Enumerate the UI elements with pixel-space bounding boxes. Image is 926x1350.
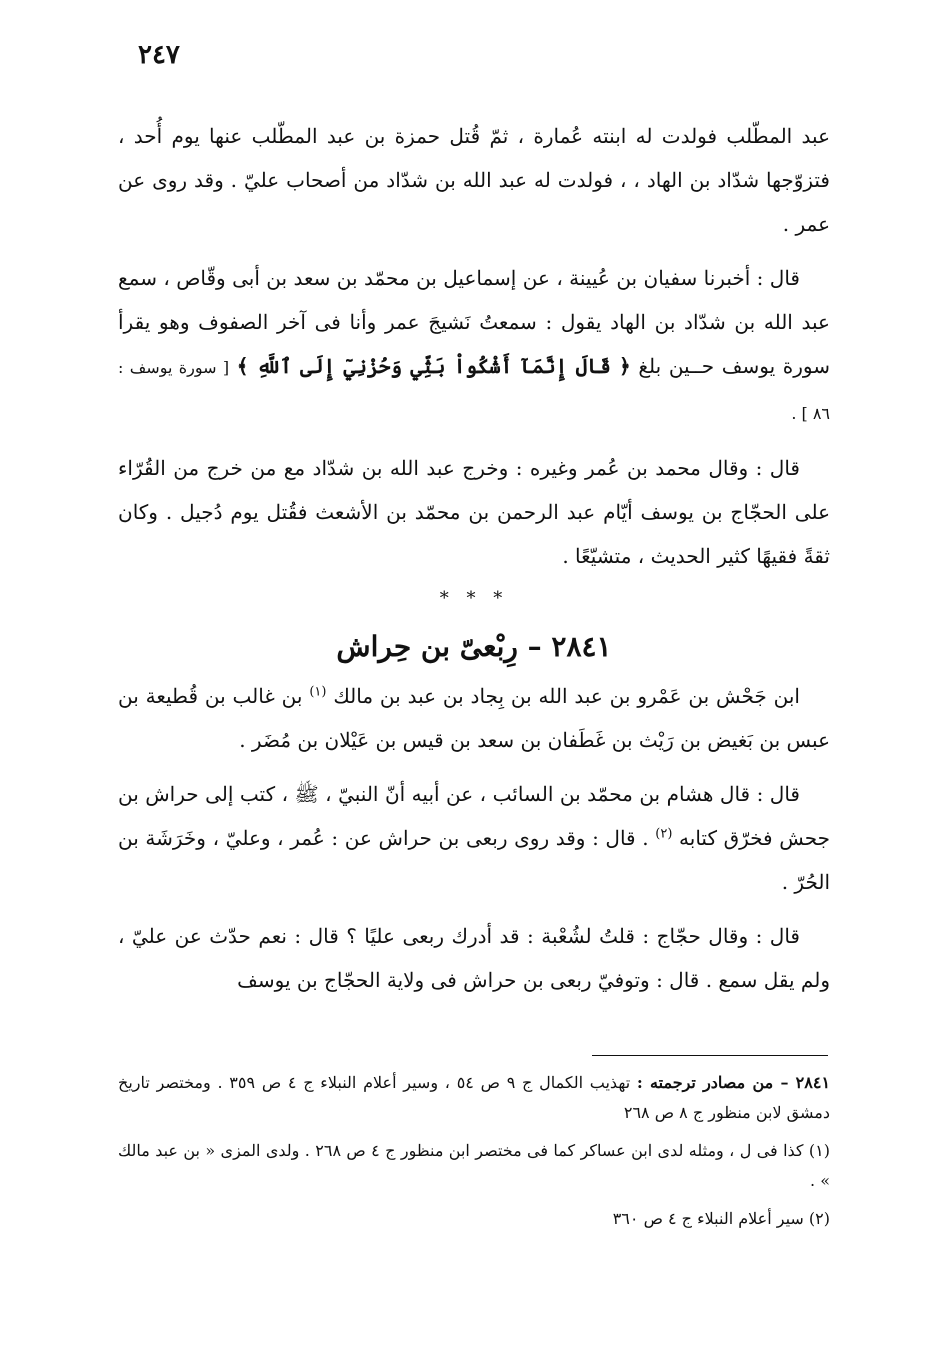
lineage-text-start: ابن جَحْش بن عَمْرو بن عبد الله بن بِجاد بن عبد بن مالك	[333, 684, 800, 708]
paragraph-sufyan-text: قال : أخبرنا سفيان بن عُيينة ، عن إسماعيل بن محمّد بن سعد بن أبى وقّاص ، سمع عبد الله بن شدّاد بن الهاد يقول : سمعتُ نَشيجَ عمر وأنا فى آخر الصفوف وهو يقرأ سورة يوسف حــين بلغ	[118, 266, 830, 378]
footnote-1: (١) كذا فى ل ، ومثله لدى ابن عساكر كما فى مختصر ابن منظور ج ٤ ص ٢٦٨ . ولدى المزى « بن عبد مالك » .	[118, 1141, 831, 1190]
hisham-text-end: . قال : وقد روى ربعى بن حراش عن : عُمر ، وعليّ ، وخَرَشَة بن الحُرّ .	[118, 826, 830, 894]
footnotes	[118, 1068, 830, 1242]
quran-verse: ﴿ قَالَ إِنَّمَآ أَشْكُواْ بَثِّي وَحُزْنِيٓ إِلَى ٱللَّهِ ﴾	[236, 354, 631, 378]
footnote-marker-1: (١)	[309, 684, 327, 700]
footnote-2: (٢) سير أعلام النبلاء ج ٤ ص ٣٦٠	[612, 1209, 830, 1228]
footnote-divider	[592, 1055, 828, 1056]
hisham-text-start: قال : قال هشام بن محمّد بن السائب ، عن أبيه أنّ النبيّ ، ﷺ ، كتب إلى حراش بن جحش فخرّق كتابه	[118, 782, 831, 850]
paragraph-death: قال : وقال محمد بن عُمر وغيره : وخرج عبد الله بن شدّاد مع من خرج من القُرّاء على الحجّاج بن يوسف أيّام عبد الرحمن بن محمّد بن الأشعث فقُتل يوم دُجيل . وكان ثقةً فقيهًا كثير الحديث ، متشيّعًا .	[118, 456, 831, 568]
main-text	[118, 114, 830, 1002]
footnote-sources-text: تهذيب الكمال ج ٩ ص ٥٤ ، وسير أعلام النبلاء ج ٤ ص ٣٥٩ . ومختصر تاريخ دمشق لابن منظور ج ٨ ص ٢٦٨	[118, 1073, 830, 1122]
footnote-sources-label: ٢٨٤١ – من مصادر ترجمته :	[636, 1073, 831, 1092]
paragraph-hajjaj: قال : وقال حجّاج : قلتُ لشُعْبة : قد أدرك ربعى عليًا ؟ قال : نعم حدّث عن عليّ ، ولم يقل سمع . قال : وتوفيّ ربعى بن حراش فى ولاية الحجّاج بن يوسف	[118, 924, 830, 992]
paragraph-lineage	[118, 674, 830, 762]
paragraph-sufyan	[118, 256, 830, 436]
quran-reference: [ سورة يوسف : ٨٦ ] .	[118, 358, 830, 423]
section-separator: * * *	[439, 588, 509, 609]
entry-heading: ٢٨٤١ – رِبْعىّ بن حِراش	[336, 630, 612, 663]
paragraph-intro: عبد المطّلب فولدت له ابنته عُمارة ، ثمّ قُتل حمزة بن عبد المطّلب عنها يوم أُحد ، فتزوّجها شدّاد بن الهاد ، ، فولدت له عبد الله بن شدّاد من أصحاب عليّ . وقد روى عن عمر .	[118, 124, 830, 236]
footnote-sources	[118, 1068, 830, 1128]
paragraph-hisham	[118, 772, 830, 904]
lineage-text-end: بن غالب بن قُطيعة بن عبس بن بَغيض بن رَيْث بن غَطَفان بن سعد بن قيس بن عَيْلان بن مُضَر .	[118, 684, 830, 752]
footnote-marker-2: (٢)	[655, 826, 673, 842]
page-number: ٢٤٧	[138, 40, 180, 70]
